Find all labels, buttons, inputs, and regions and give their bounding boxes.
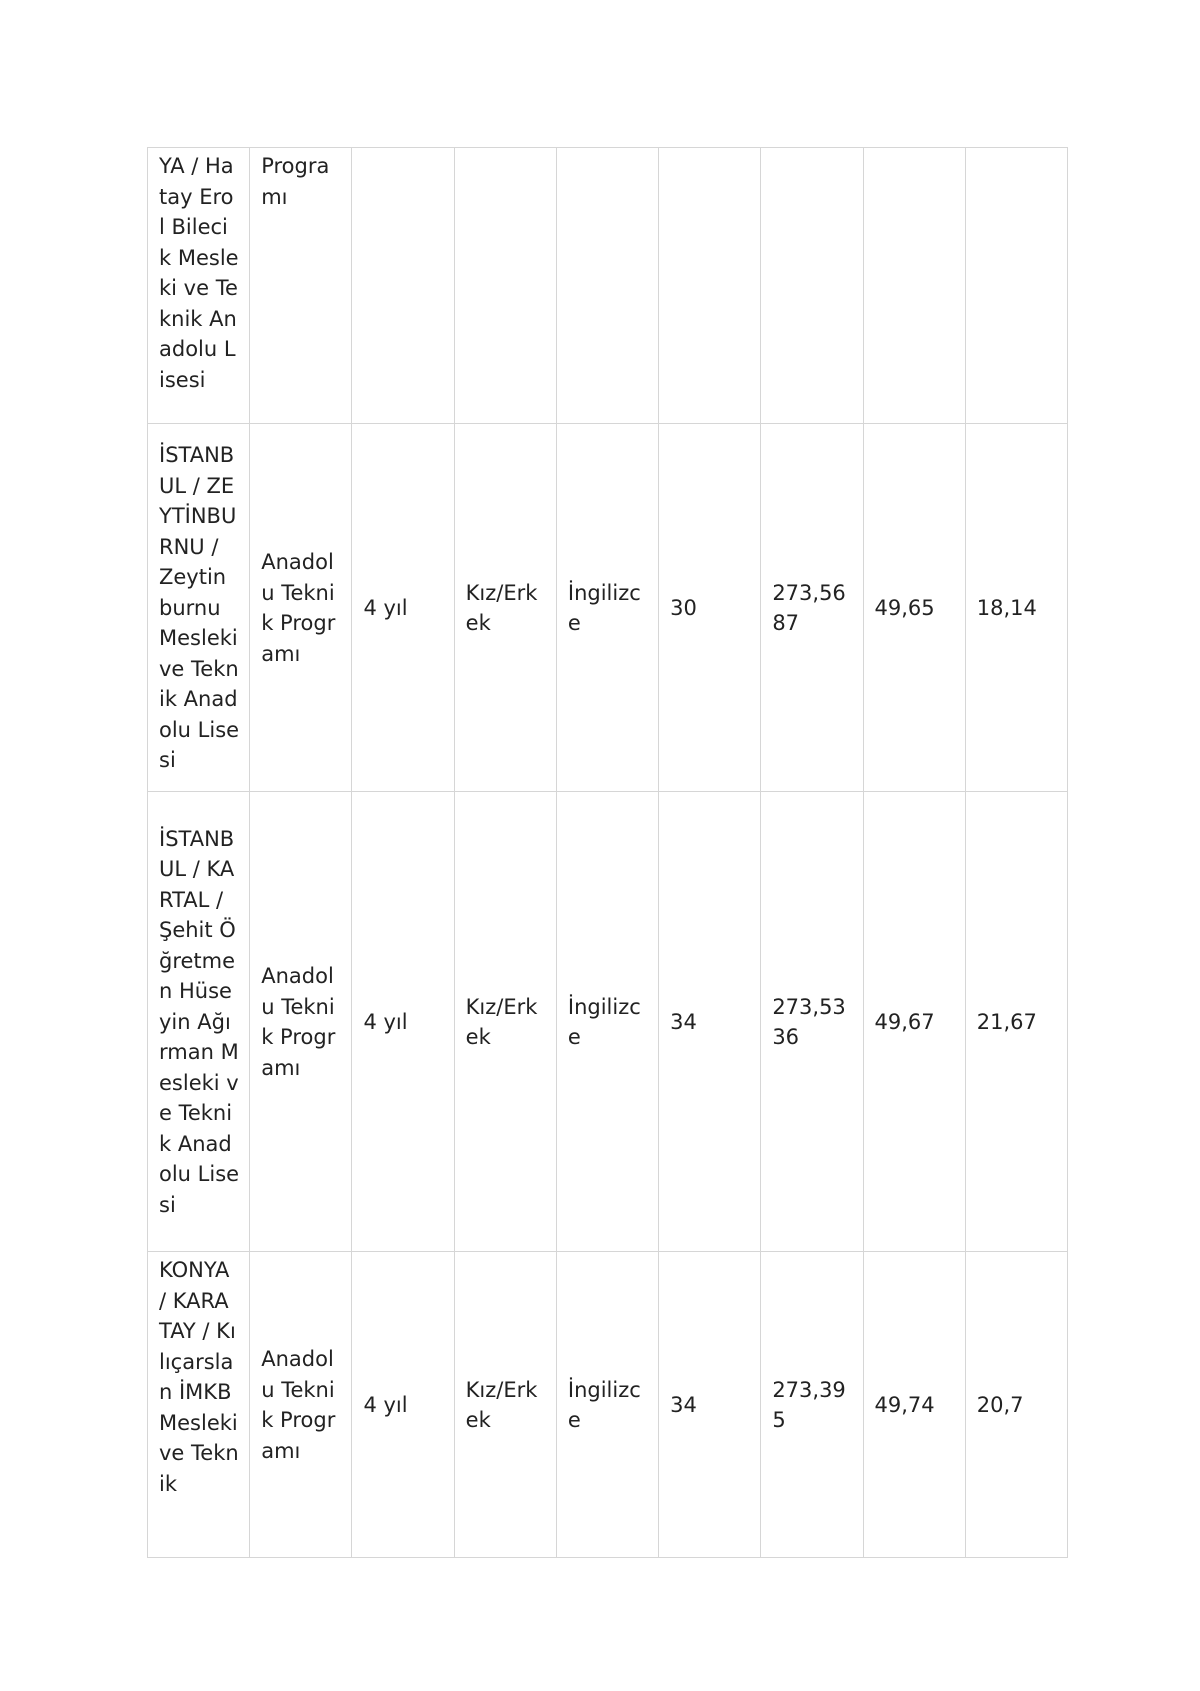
school-name-cell: İSTANBUL / ZEYTİNBURNU / Zeytinburnu Mesleki ve Teknik Anadolu Lisesi — [148, 424, 250, 792]
percentile-cell: 49,65 — [863, 424, 965, 792]
table-row — [148, 1252, 1068, 1558]
school-name-cell: İSTANBUL / KARTAL / Şehit Öğretmen Hüseyin Ağırman Mesleki ve Teknik Anadolu Lisesi — [148, 792, 250, 1252]
duration-cell: 4 yıl — [352, 1252, 454, 1558]
rate-cell: 21,67 — [965, 792, 1067, 1252]
quota-cell — [659, 148, 761, 424]
gender-cell — [454, 148, 556, 424]
program-cell: Anadolu Teknik Programı — [250, 792, 352, 1252]
rate-cell: 18,14 — [965, 424, 1067, 792]
language-cell — [556, 148, 658, 424]
table-row — [148, 148, 1068, 424]
rate-cell — [965, 148, 1067, 424]
program-cell: Anadolu Teknik Programı — [250, 1252, 352, 1558]
program-cell: Programı — [250, 148, 352, 424]
program-cell: Anadolu Teknik Programı — [250, 424, 352, 792]
duration-cell: 4 yıl — [352, 792, 454, 1252]
school-name-cell: KONYA / KARATAY / Kılıçarslan İMKB Mesleki ve Teknik — [148, 1252, 250, 1558]
table-row — [148, 424, 1068, 792]
score-cell: 273,5687 — [761, 424, 863, 792]
score-cell — [761, 148, 863, 424]
language-cell: İngilizce — [556, 424, 658, 792]
gender-cell: Kız/Erkek — [454, 1252, 556, 1558]
quota-cell: 30 — [659, 424, 761, 792]
duration-cell: 4 yıl — [352, 424, 454, 792]
quota-cell: 34 — [659, 1252, 761, 1558]
language-cell: İngilizce — [556, 1252, 658, 1558]
school-name-cell: YA / Hatay Erol Bilecik Mesleki ve Teknik Anadolu Lisesi — [148, 148, 250, 424]
score-cell: 273,395 — [761, 1252, 863, 1558]
score-cell: 273,5336 — [761, 792, 863, 1252]
language-cell: İngilizce — [556, 792, 658, 1252]
rate-cell: 20,7 — [965, 1252, 1067, 1558]
gender-cell: Kız/Erkek — [454, 424, 556, 792]
gender-cell: Kız/Erkek — [454, 792, 556, 1252]
quota-cell: 34 — [659, 792, 761, 1252]
percentile-cell: 49,67 — [863, 792, 965, 1252]
percentile-cell: 49,74 — [863, 1252, 965, 1558]
table-row — [148, 792, 1068, 1252]
percentile-cell — [863, 148, 965, 424]
duration-cell — [352, 148, 454, 424]
school-table — [147, 147, 1068, 1558]
